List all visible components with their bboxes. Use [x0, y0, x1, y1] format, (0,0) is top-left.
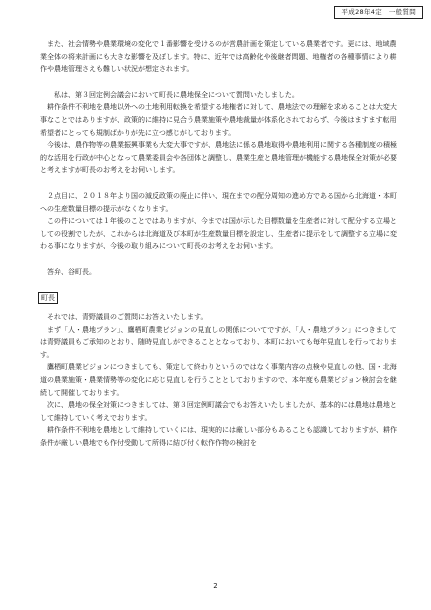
answer-paragraph-4: 次に、農地の保全対策につきましては、第３回定例町議会でもお答えいたしましたが、基本的には農地は農地として維持していく考えでおります。 — [40, 401, 397, 422]
question-paragraph-3: 耕作条件不利地を農地以外への土地利用転換を希望する地権者に対して、農地法での理解を求めることは大変大事なことではありますが、政策的に維持に見合う農業施策や農地裁量が体系化されておらず、今後はますます転用希望者にとっても規制ばかりが先に立つ感じがしております。 — [40, 103, 397, 137]
question-paragraph-2: 私は、第３回定例会議会において町長に農地保全について質問いたしました。 — [54, 90, 299, 99]
question-paragraph-4: 今後は、農作物等の農業振興事業も大変大事ですが、農地法に係る農地取得や農地利用に関する各種制度の積極的な活用を行政が中心となって農業委員会や各団体と調整し、農業生産と農地管理が機能する農地保全対策が必要と考えますが町長のお考えをお伺いします。 — [40, 141, 397, 175]
answer-paragraph-1: それでは、青野議員のご質問にお答えいたします。 — [47, 313, 208, 322]
speaker-label: 町長 — [38, 292, 58, 304]
answer-paragraph-2: まず「人・農地プラン」、鷹栖町農業ビジョンの見直しの関係についてですが、「人・農地プラン」につきましては青野議員もご承知のとおり、随時見直しができることとなっており、本町においても毎年見直しを行っております。 — [40, 325, 397, 359]
question-paragraph-5: ２点目に、２０１８年より国の減反政策の廃止に伴い、現在までの配分周知の進め方である国から北海道・本町への生産数量目標の提示がなくなります。 — [40, 191, 397, 213]
answer-paragraph-3: 鷹栖町農業ビジョンにつきましても、策定して終わりというのではなく事業内容の点検や見直しの他、国・北海道の農業施策・農業情勢等の変化に応じ見直しを行うこととしておりますので、本年度も農業ビジョン検討会を継続して開催しております。 — [40, 363, 397, 397]
speaker-label-row — [40, 292, 398, 305]
page-number: 2 — [213, 582, 218, 590]
answer-paragraph-5: 耕作条件不利地を農地として維持していくには、現実的には厳しい部分もあることも認識しておりますが、耕作条件が厳しい農地でも作付受動して所得に結び付く転作作物の検討を — [40, 426, 397, 448]
question-paragraph-1: また、社会情勢や農業環境の変化で１番影響を受けるのが営農計画を策定している農業者です。更には、地域農業全体の将来計画にも大きな影響を及ぼします。特に、近年では高齢化や後継者問題、地権者の各種事情により耕作や農地管理さえも難しい状況が想定されます。 — [40, 40, 397, 74]
document-body — [40, 38, 398, 450]
question-paragraph-6: この件については１年後のことではありますが、今までは国が示した目標数量を生産者に対して配分する立場としての役割でしたが、これからは北海道及び本町が生産数量目標を設定し、生産者に提示をして調整する立場に変わる事になりますが、今後の取り組みについて町長のお考えをお伺います。 — [40, 217, 397, 251]
chair-line: 答弁、谷町長。 — [47, 267, 96, 276]
document-header-label: 平成28年4定 一般質問 — [334, 6, 423, 19]
